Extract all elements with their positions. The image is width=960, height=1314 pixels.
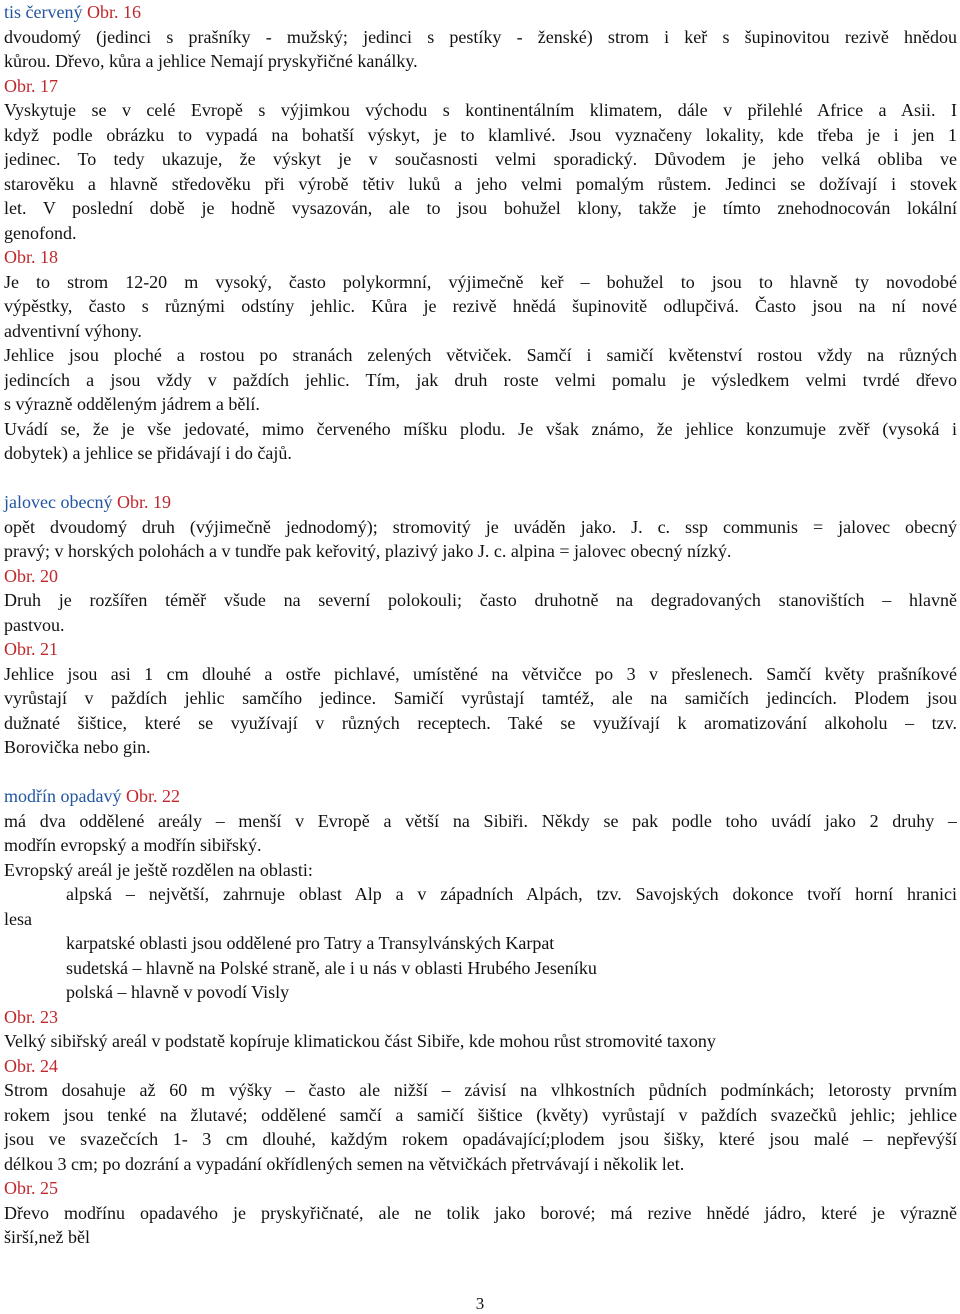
text-line [4, 147, 957, 172]
text-segment: polská – hlavně v povodí Visly [66, 982, 290, 1002]
blank-line [4, 466, 957, 491]
text-segment: Strom dosahuje až 60 m výšky – často ale nižší – závisí na vlhkostních půdních podmínkách; letorosty prvním [4, 1080, 957, 1100]
text-segment: modřín evropský a modřín sibiřský. [4, 835, 262, 855]
text-line [4, 1005, 957, 1030]
text-line [4, 270, 957, 295]
text-line [4, 931, 957, 956]
text-segment: Uvádí se, že je vše jedovaté, mimo červeného míšku plodu. Je však známo, že jehlice konzumuje zvěř (vysoká i [4, 418, 957, 439]
text-line [4, 417, 957, 442]
page-number: 3 [475, 1294, 485, 1313]
text-line [4, 490, 957, 515]
text-line [4, 588, 957, 613]
text-line [4, 368, 957, 393]
figure-reference: Obr. 19 [116, 492, 171, 512]
text-line [4, 1176, 957, 1201]
text-segment: délkou 3 cm; po dozrání a vypadání okřídlených semen na větvičkách přetrvávají i několik let. [4, 1153, 685, 1174]
text-segment: Evropský areál je ještě rozdělen na oblasti: [4, 859, 313, 880]
text-line [4, 221, 957, 246]
figure-reference: Obr. 25 [4, 1178, 58, 1198]
text-line [4, 956, 957, 981]
text-line [4, 515, 957, 540]
text-line [4, 539, 957, 564]
text-segment: Velký sibiřský areál v podstatě kopíruje klimatickou část Sibiře, kde mohou růst stromovité taxony [4, 1031, 716, 1051]
text-line [4, 882, 957, 907]
figure-reference: Obr. 20 [4, 565, 58, 586]
text-line [4, 0, 957, 25]
text-segment: sudetská – hlavně na Polské straně, ale i u nás v oblasti Hrubého Jeseníku [66, 957, 597, 978]
text-segment: Druh je rozšířen téměř všude na severní polokouli; často druhotně na degradovaných stanovištích – hlavně [4, 590, 957, 610]
text-segment: lesa [4, 908, 32, 929]
text-segment: opět dvoudomý druh (výjimečně jednodomý); stromovitý je uváděn jako. J. c. ssp communis = jalovec obecný [4, 516, 957, 537]
text-segment: s výrazně odděleným jádrem a bělí. [4, 394, 260, 414]
text-line [4, 1029, 957, 1054]
figure-reference: Obr. 18 [4, 247, 58, 267]
text-line [4, 1152, 957, 1177]
text-segment: vyrůstají v paždích jehlic samčího jedince. Samičí vyrůstají tamtéž, ale na samičích jedincích. Plodem jsou [4, 688, 957, 708]
document-page [4, 0, 957, 1250]
text-segment: jedinec. To tedy ukazuje, že výskyt je v současnosti velmi sporadický. Důvodem je jeho velká obliba ve [4, 149, 957, 169]
text-segment: adventivní výhony. [4, 320, 142, 341]
text-segment: Borovička nebo gin. [4, 737, 151, 757]
figure-reference: Obr. 22 [125, 786, 180, 806]
text-line [4, 686, 957, 711]
text-segment: jsou ve svazečcích 1- 3 cm dlouhé, každým rokem opadávající;plodem jsou šišky, které jsou malé – nepřevýší [4, 1129, 957, 1149]
text-segment: pastvou. [4, 614, 65, 635]
text-segment: rokem jsou tenké na žlutavé; oddělené samčí a samičí šištice (květy) vyrůstají v paždích svazečků jehlic; jehlice [4, 1104, 957, 1125]
text-line [4, 833, 957, 858]
text-line [4, 98, 957, 123]
text-line [4, 637, 957, 662]
text-line [4, 25, 957, 50]
text-line [4, 809, 957, 834]
species-heading: modřín opadavý [4, 786, 126, 806]
text-segment: výpěstky, často s různými odstíny jehlic. Kůra je rezivě hnědá šupinovitě odlupčivá. Často jsou na ní nové [4, 296, 957, 316]
text-segment: Jehlice jsou asi 1 cm dlouhé a ostře pichlavé, umístěné na větvičce po 3 v přeslenech. Samčí květy prašníkové [4, 663, 957, 684]
text-line [4, 392, 957, 417]
text-line [4, 1127, 957, 1152]
figure-reference: Obr. 24 [4, 1055, 58, 1076]
blank-line [4, 760, 957, 785]
text-line [4, 980, 957, 1005]
text-line [4, 564, 957, 589]
text-line [4, 74, 957, 99]
text-segment: širší,než běl [4, 1227, 90, 1247]
text-line [4, 1225, 957, 1250]
text-segment: dužnaté šištice, které se využívají v různých receptech. Také se využívají k aromatizování alkoholu – tzv. [4, 712, 957, 733]
text-segment: když podle obrázku to vypadá na bohatší výskyt, je to klamlivé. Jsou vyznačeny lokality, kde třeba je i jen 1 [4, 124, 957, 145]
text-line [4, 784, 957, 809]
text-line [4, 711, 957, 736]
text-line [4, 319, 957, 344]
text-line [4, 1201, 957, 1226]
text-line [4, 613, 957, 638]
text-segment: genofond. [4, 222, 77, 243]
text-segment: kůrou. Dřevo, kůra a jehlice Nemají pryskyřičné kanálky. [4, 51, 418, 71]
figure-reference: Obr. 17 [4, 75, 58, 96]
text-line [4, 441, 957, 466]
text-line [4, 1078, 957, 1103]
text-line [4, 343, 957, 368]
text-segment: jedincích a jsou vždy v paždích jehlic. Tím, jak druh roste velmi pomalu je výsledkem velmi tvrdé dřevo [4, 369, 957, 390]
text-line [4, 294, 957, 319]
text-segment: dobytek) a jehlice se přidávají i do čajů. [4, 443, 292, 463]
species-heading: tis červený [4, 2, 87, 22]
figure-reference: Obr. 21 [4, 639, 58, 659]
text-segment: má dva oddělené areály – menší v Evropě a větší na Sibiři. Někdy se pak podle toho uvádí jako 2 druhy – [4, 810, 957, 831]
text-line [4, 123, 957, 148]
text-segment: pravý; v horských polohách a v tundře pak keřovitý, plazivý jako J. c. alpina = jalovec obecný nízký. [4, 541, 732, 561]
text-line [4, 907, 957, 932]
text-segment: karpatské oblasti jsou oddělené pro Tatry a Transylvánských Karpat [66, 933, 555, 953]
figure-reference: Obr. 16 [86, 2, 141, 22]
text-line [4, 662, 957, 687]
text-line [4, 735, 957, 760]
text-segment: let. V poslední době je hodně vysazován, ale to jsou bohužel klony, takže je tímto znehodnocován lokální [4, 198, 957, 218]
text-segment: alpská – největší, zahrnuje oblast Alp a v západních Alpách, tzv. Savojských dokonce tvoří horní hranici [66, 884, 957, 904]
text-line [4, 1103, 957, 1128]
species-heading: jalovec obecný [4, 492, 117, 512]
text-line [4, 172, 957, 197]
text-segment: starověku a hlavně středověku při výrobě tětiv luků a jeho velmi pomalým růstem. Jedinci se dožívají i stovek [4, 173, 957, 194]
text-segment: dvoudomý (jedinci s prašníky - mužský; jedinci s pestíky - ženské) strom i keř s šupinovitou rezivě hnědou [4, 26, 957, 47]
figure-reference: Obr. 23 [4, 1006, 58, 1027]
text-line [4, 196, 957, 221]
text-segment: Dřevo modřínu opadavého je pryskyřičnaté, ale ne tolik jako borové; má rezive hnědé jádro, které je výrazně [4, 1202, 957, 1223]
body-text [4, 0, 957, 1250]
text-line [4, 1054, 957, 1079]
text-line [4, 858, 957, 883]
text-line [4, 245, 957, 270]
text-segment: Je to strom 12-20 m vysoký, často polykormní, výjimečně keř – bohužel to jsou to hlavně ty novodobé [4, 271, 957, 292]
text-segment: Vyskytuje se v celé Evropě s výjimkou východu s kontinentálním klimatem, dále v přilehlé Africe a Asii. I [4, 100, 957, 120]
text-line [4, 49, 957, 74]
text-segment: Jehlice jsou ploché a rostou po stranách zelených větviček. Samčí i samičí květenství rostou vždy na různých [4, 345, 957, 365]
